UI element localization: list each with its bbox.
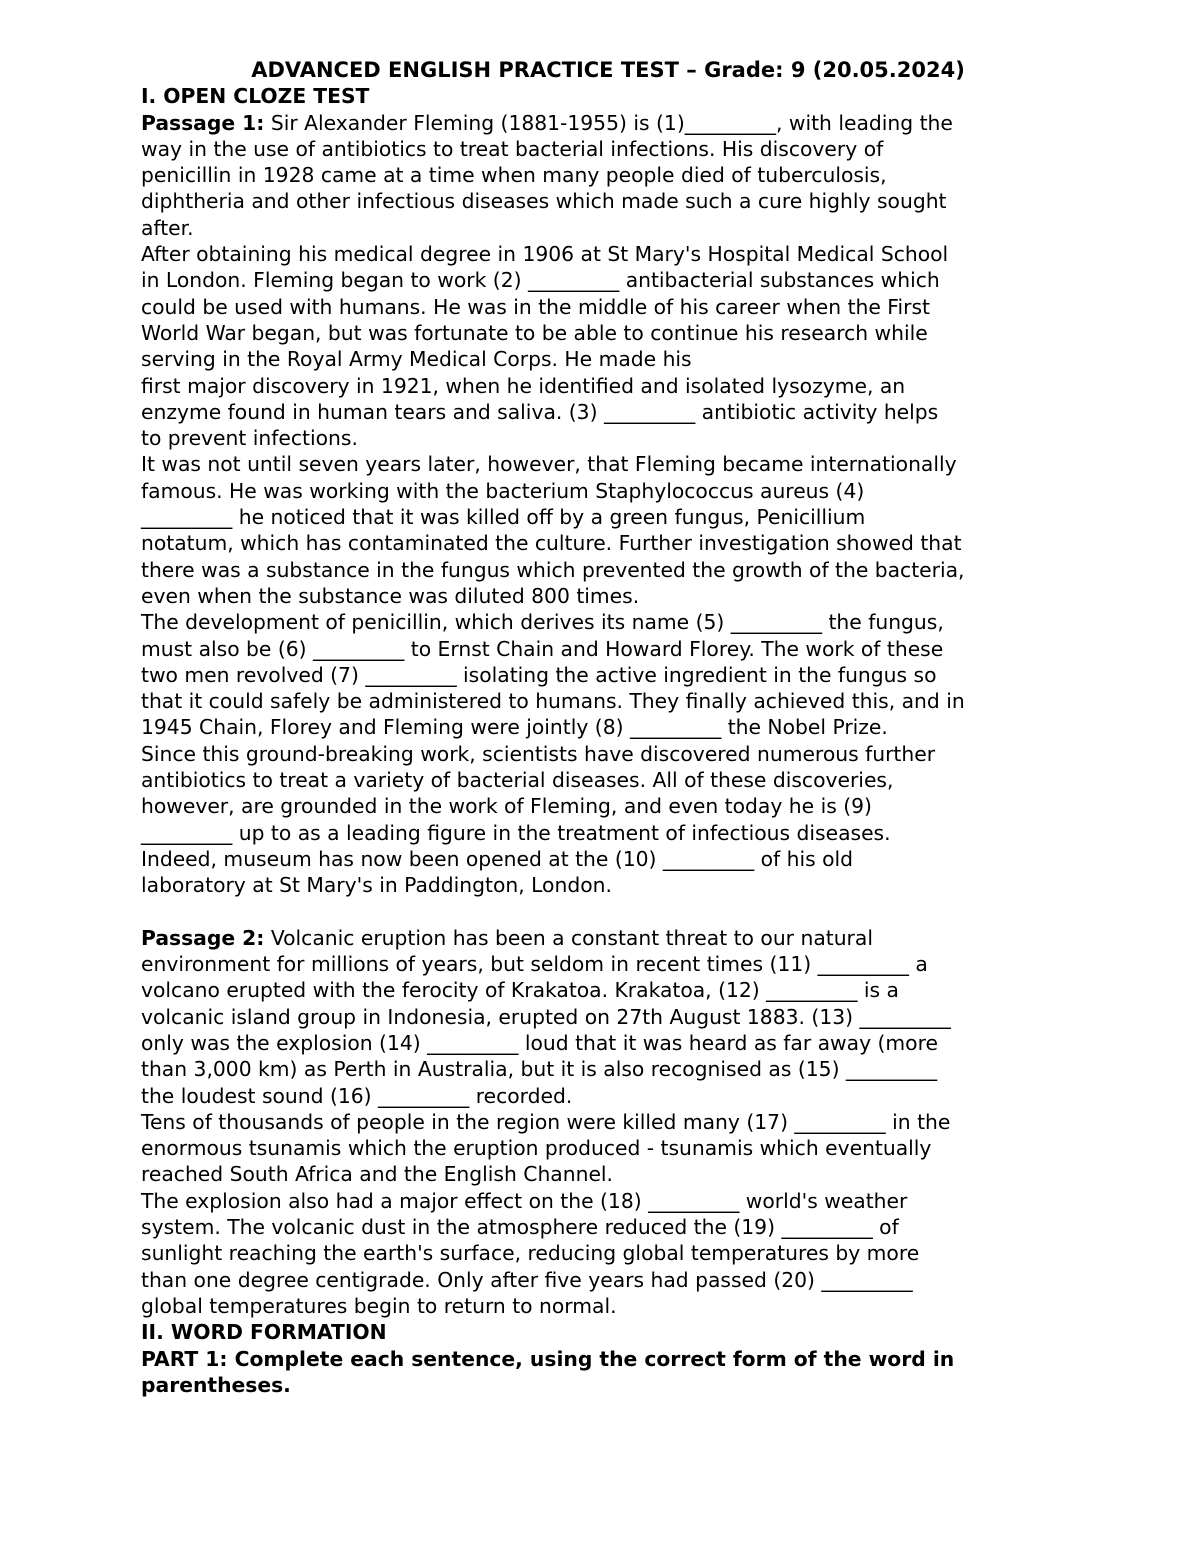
part-1-instruction: parentheses.: [141, 1372, 291, 1397]
passage-1-line: even when the substance was diluted 800 times.: [141, 583, 640, 608]
spacer: [141, 899, 1061, 925]
passage-2-line: the loudest sound (16) _________ recorded.: [141, 1083, 573, 1108]
passage-1-line: could be used with humans. He was in the middle of his career when the First: [141, 294, 930, 319]
passage-2-line: global temperatures begin to return to normal.: [141, 1293, 617, 1318]
passage-1-line: Indeed, museum has now been opened at the (10) _________ of his old: [141, 846, 854, 871]
document-content: [141, 57, 1061, 1398]
passage-2-line: enormous tsunamis which the eruption produced - tsunamis which eventually: [141, 1136, 932, 1161]
passage-2-line: Passage 2: Volcanic eruption has been a constant threat to our natural: [141, 925, 873, 950]
passage-1-line: way in the use of antibiotics to treat bacterial infections. His discovery of: [141, 136, 884, 161]
passage-2-line: Tens of thousands of people in the region were killed many (17) _________ in the: [141, 1109, 951, 1134]
passage-2-line: than one degree centigrade. Only after five years had passed (20) _________: [141, 1267, 913, 1292]
passage-2-label: Passage 2:: [141, 925, 265, 950]
passage-1-line: After obtaining his medical degree in 1906 at St Mary's Hospital Medical School: [141, 242, 949, 267]
passage-1-line: Passage 1: Sir Alexander Fleming (1881-1955) is (1)_________, with leading the: [141, 110, 953, 135]
passage-1-line: World War began, but was fortunate to be able to continue his research while: [141, 320, 928, 345]
passage-1-line: serving in the Royal Army Medical Corps. He made his: [141, 347, 692, 372]
passage-1-line: in London. Fleming began to work (2) _________ antibacterial substances which: [141, 268, 940, 293]
section-heading-word-formation: II. WORD FORMATION: [141, 1320, 387, 1345]
passage-1-line: _________ up to as a leading figure in the treatment of infectious diseases.: [141, 820, 891, 845]
passage-1-line: The development of penicillin, which derives its name (5) _________ the fungus,: [141, 610, 944, 635]
part-1-instruction: PART 1: Complete each sentence, using the correct form of the word in: [141, 1346, 955, 1371]
passage-1-line: that it could safely be administered to humans. They finally achieved this, and in: [141, 689, 965, 714]
passage-1: [141, 110, 1061, 899]
passage-1-line: must also be (6) _________ to Ernst Chain and Howard Florey. The work of these: [141, 636, 944, 661]
passage-2-line: system. The volcanic dust in the atmosphere reduced the (19) _________ of: [141, 1215, 899, 1240]
passage-1-line: _________ he noticed that it was killed off by a green fungus, Penicillium: [141, 505, 866, 530]
passage-1-line: Since this ground-breaking work, scientists have discovered numerous further: [141, 741, 936, 766]
passage-2-line: reached South Africa and the English Channel.: [141, 1162, 614, 1187]
passage-1-line: however, are grounded in the work of Fleming, and even today he is (9): [141, 794, 872, 819]
passage-2-line: environment for millions of years, but seldom in recent times (11) _________ a: [141, 952, 928, 977]
passage-1-line: diphtheria and other infectious diseases which made such a cure highly sought: [141, 189, 947, 214]
passage-2-line: volcano erupted with the ferocity of Krakatoa. Krakatoa, (12) _________ is a: [141, 978, 899, 1003]
passage-2-line: volcanic island group in Indonesia, erupted on 27th August 1883. (13) _________: [141, 1004, 951, 1029]
passage-1-line: there was a substance in the fungus which prevented the growth of the bacteria,: [141, 557, 965, 582]
passage-2-line: than 3,000 km) as Perth in Australia, but it is also recognised as (15) _________: [141, 1057, 938, 1082]
passage-1-line: It was not until seven years later, however, that Fleming became internationally: [141, 452, 957, 477]
passage-1-line: after.: [141, 215, 194, 240]
passage-1-line: to prevent infections.: [141, 426, 358, 451]
passage-2: [141, 925, 1061, 1319]
passage-2-line: The explosion also had a major effect on the (18) _________ world's weather: [141, 1188, 908, 1213]
passage-1-label: Passage 1:: [141, 110, 265, 135]
passage-1-line: enzyme found in human tears and saliva. (3) _________ antibiotic activity helps: [141, 399, 939, 424]
passage-1-line: laboratory at St Mary's in Paddington, London.: [141, 873, 612, 898]
section-heading-open-cloze: I. OPEN CLOZE TEST: [141, 84, 370, 109]
passage-1-line: penicillin in 1928 came at a time when many people died of tuberculosis,: [141, 163, 887, 188]
passage-1-line: 1945 Chain, Florey and Fleming were jointly (8) _________ the Nobel Prize.: [141, 715, 888, 740]
page-title: ADVANCED ENGLISH PRACTICE TEST – Grade: 9 (20.05.2024): [251, 58, 965, 82]
passage-2-line: sunlight reaching the earth's surface, reducing global temperatures by more: [141, 1241, 920, 1266]
passage-1-line: notatum, which has contaminated the culture. Further investigation showed that: [141, 531, 962, 556]
passage-1-line: first major discovery in 1921, when he identified and isolated lysozyme, an: [141, 373, 906, 398]
passage-1-line: famous. He was working with the bacterium Staphylococcus aureus (4): [141, 478, 865, 503]
passage-1-line: two men revolved (7) _________ isolating the active ingredient in the fungus so: [141, 662, 937, 687]
passage-1-line: antibiotics to treat a variety of bacterial diseases. All of these discoveries,: [141, 768, 894, 793]
passage-2-line: only was the explosion (14) _________ loud that it was heard as far away (more: [141, 1030, 938, 1055]
